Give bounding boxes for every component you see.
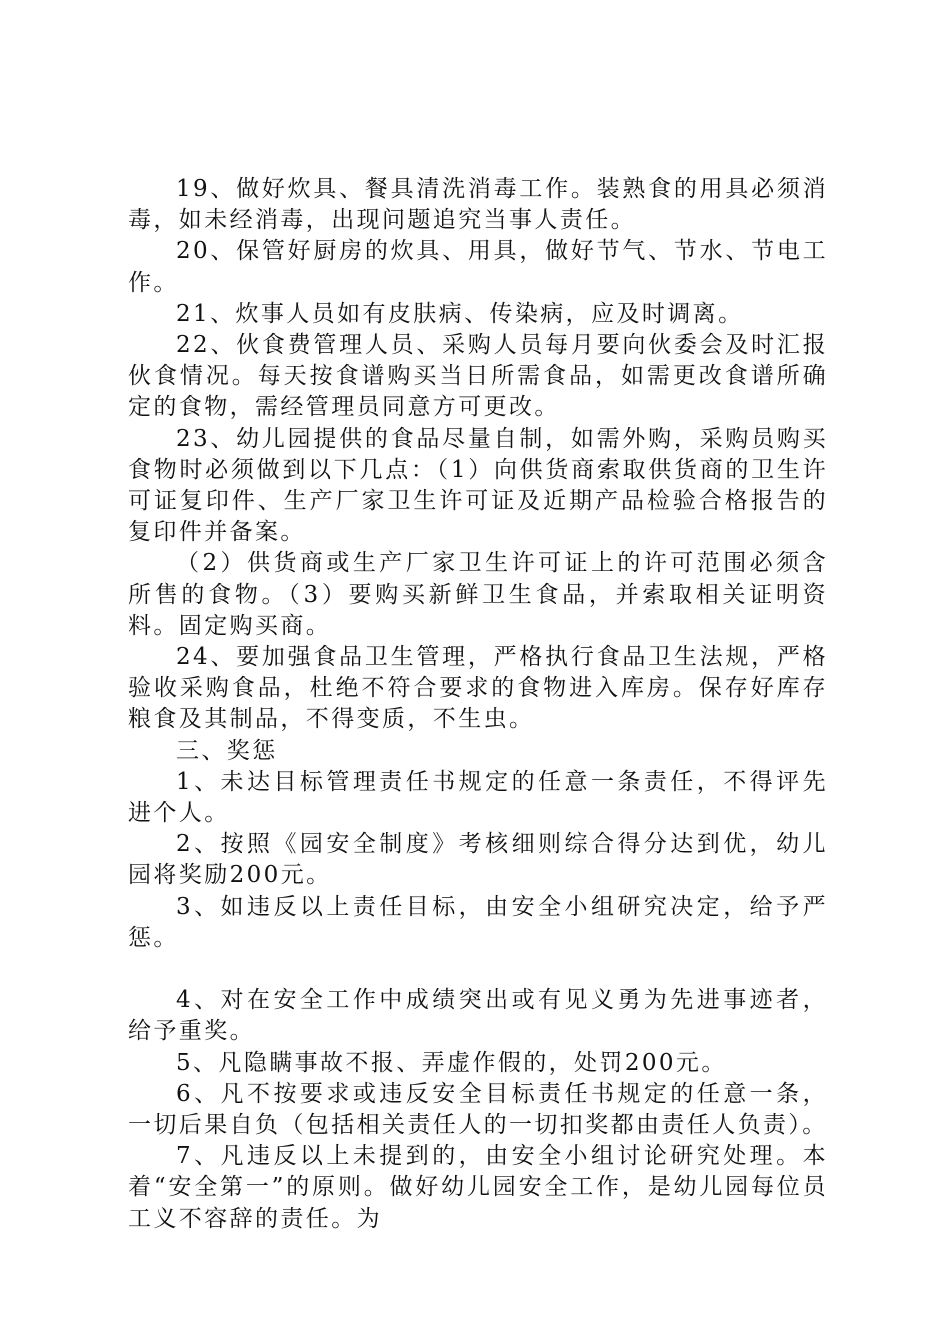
paragraph-22: 22、伙食费管理人员、采购人员每月要向伙委会及时汇报伙食情况。每天按食谱购买当日所需食品，如需更改食谱所确定的食物，需经管理员同意方可更改。 bbox=[128, 332, 828, 421]
document-body bbox=[128, 174, 828, 1235]
rule-2: 2、按照《园安全制度》考核细则综合得分达到优，幼儿园将奖励200元。 bbox=[128, 831, 828, 889]
rule-6: 6、凡不按要求或违反安全目标责任书规定的任意一条，一切后果自负（包括相关责任人的一切扣奖都由责任人负责）。 bbox=[128, 1080, 828, 1139]
rule-5: 5、凡隐瞒事故不报、弄虚作假的，处罚200元。 bbox=[176, 1049, 727, 1076]
rule-1: 1、未达目标管理责任书规定的任意一条责任，不得评先进个人。 bbox=[128, 768, 828, 827]
section-heading-rewards-penalties: 三、奖惩 bbox=[176, 737, 278, 764]
rule-7: 7、凡违反以上未提到的，由安全小组讨论研究处理。本着“安全第一”的原则。做好幼儿园安全工作，是幼儿园每位员工义不容辞的责任。为 bbox=[128, 1143, 828, 1232]
paragraph-23-continued: （2）供货商或生产厂家卫生许可证上的许可范围必须含所售的食物。（3）要购买新鲜卫生食品，并索取相关证明资料。固定购买商。 bbox=[128, 550, 828, 639]
paragraph-24: 24、要加强食品卫生管理，严格执行食品卫生法规，严格验收采购食品，杜绝不符合要求的食物进入库房。保存好库存粮食及其制品，不得变质，不生虫。 bbox=[128, 644, 828, 733]
rule-4: 4、对在安全工作中成绩突出或有见义勇为先进事迹者，给予重奖。 bbox=[128, 987, 828, 1045]
paragraph-21: 21、炊事人员如有皮肤病、传染病，应及时调离。 bbox=[176, 300, 744, 327]
paragraph-23: 23、幼儿园提供的食品尽量自制，如需外购，采购员购买食物时必须做到以下几点：（1）向供货商索取供货商的卫生许可证复印件、生产厂家卫生许可证及近期产品检验合格报告的复印件并备案。 bbox=[128, 425, 828, 546]
rule-3: 3、如违反以上责任目标，由安全小组研究决定，给予严惩。 bbox=[128, 893, 828, 951]
paragraph-19: 19、做好炊具、餐具清洗消毒工作。装熟食的用具必须消毒，如未经消毒，出现问题追究当事人责任。 bbox=[128, 176, 828, 234]
blank-line bbox=[128, 954, 828, 985]
paragraph-20: 20、保管好厨房的炊具、用具，做好节气、节水、节电工作。 bbox=[128, 238, 828, 296]
